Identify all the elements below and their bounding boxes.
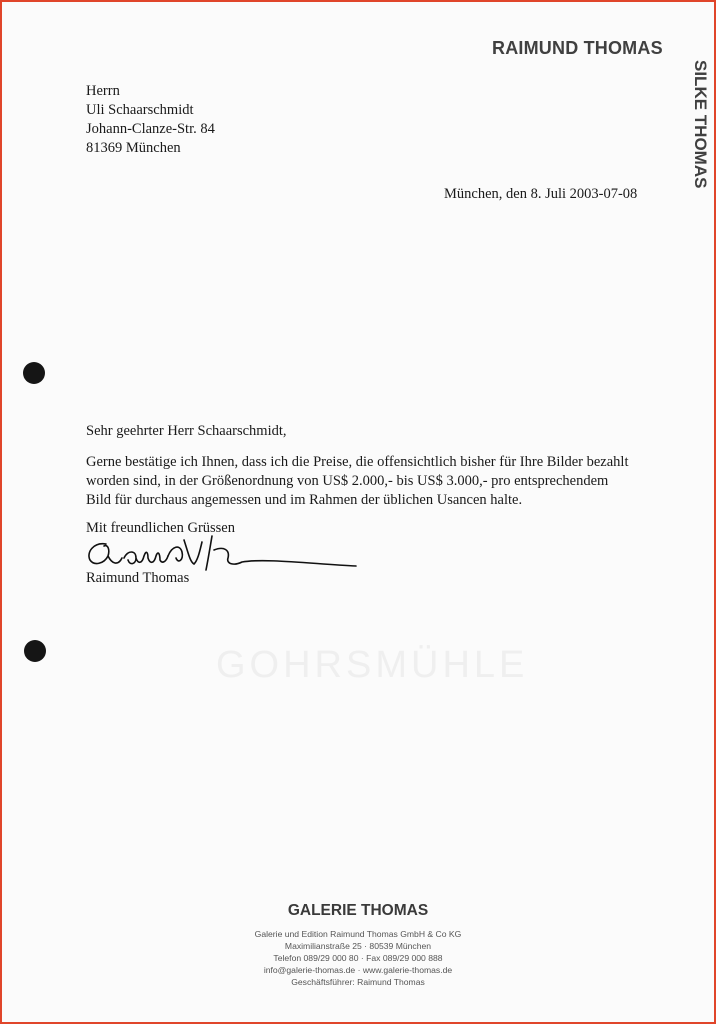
punch-hole xyxy=(23,362,45,384)
salutation: Sehr geehrter Herr Schaarschmidt, xyxy=(86,423,287,439)
footer-line: Geschäftsführer: Raimund Thomas xyxy=(291,977,425,987)
paper-watermark: GOHRSMÜHLE xyxy=(216,644,529,686)
body-line: worden sind, in der Größenordnung von US$ 2.000,- bis US$ 3.000,- pro entsprechendem xyxy=(86,473,609,489)
address-line: Herrn xyxy=(86,83,120,99)
recipient-address xyxy=(86,82,215,158)
closing: Mit freundlichen Grüssen xyxy=(86,520,235,536)
footer-line: Telefon 089/29 000 80 · Fax 089/29 000 888 xyxy=(273,953,443,963)
letter-footer xyxy=(2,902,714,988)
body-line: Bild für durchaus angemessen und im Rahmen der üblichen Usancen halte. xyxy=(86,492,523,508)
body-line: Gerne bestätige ich Ihnen, dass ich die Preise, die offensichtlich bisher für Ihre Bilder bezahlt xyxy=(86,454,629,470)
date-line: München, den 8. Juli 2003-07-08 xyxy=(444,186,638,202)
address-line: 81369 München xyxy=(86,140,181,156)
address-line: Johann-Clanze-Str. 84 xyxy=(86,121,215,137)
footer-line: Galerie und Edition Raimund Thomas GmbH & Co KG xyxy=(254,929,462,939)
letterhead-side-name: SILKE THOMAS xyxy=(691,60,710,189)
punch-hole xyxy=(24,640,46,662)
address-line: Uli Schaarschmidt xyxy=(86,102,194,118)
footer-line: info@galerie-thomas.de · www.galerie-thomas.de xyxy=(263,965,453,975)
letter-body xyxy=(86,453,629,510)
footer-line: Maximilianstraße 25 · 80539 München xyxy=(284,941,432,951)
signer-name: Raimund Thomas xyxy=(86,570,190,586)
letterhead-name: RAIMUND THOMAS xyxy=(492,38,663,58)
gallery-name: GALERIE THOMAS xyxy=(287,902,429,919)
